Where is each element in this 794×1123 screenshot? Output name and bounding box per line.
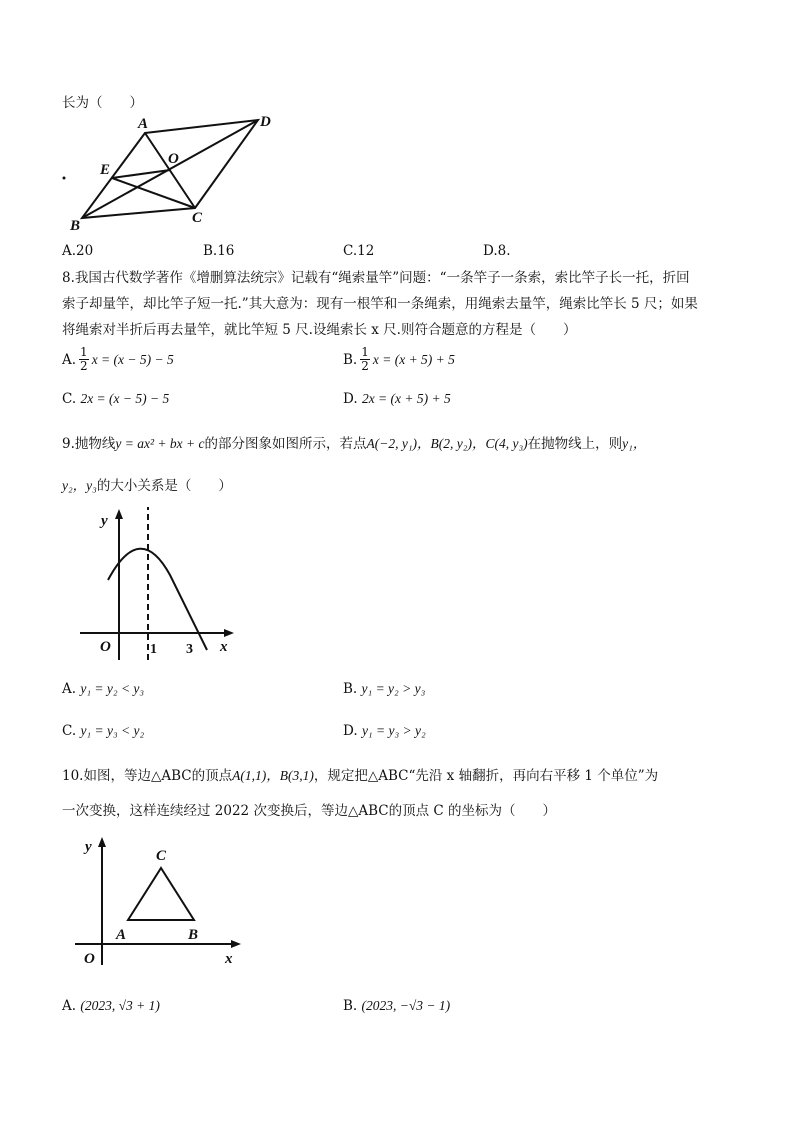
label-a: A [138,116,149,132]
fraction-half: 1 2 [361,345,369,373]
q9-option-d[interactable]: D. y₁ = y₃ > y₂ [343,723,426,739]
q8-option-a[interactable]: A. 1 2 x = (x − 5) − 5 [62,345,174,373]
origin-label: O [84,951,95,967]
y-axis-label: y [101,513,108,529]
label-c: C [192,210,203,226]
x-axis-label: x [225,951,233,967]
vertex-c-label: C [156,848,167,864]
label-o: O [168,151,179,167]
origin-label: O [100,639,111,655]
label-b: B [70,218,81,234]
q10-stem-line2: 一次变换，这样连续经过 2022 次变换后，等边△ABC的顶点 C 的坐标为（ ） [62,803,556,819]
vertex-b-label: B [188,927,199,943]
q9-parabola-figure [70,505,240,665]
x-axis-arrow [224,629,234,637]
q8-option-d[interactable]: D. 2x = (x + 5) + 5 [343,391,451,407]
q9-option-c[interactable]: C. y₁ = y₃ < y₂ [62,723,145,739]
x-axis-label: x [220,639,228,655]
fraction-half: 1 2 [80,345,88,373]
q10-option-a[interactable]: A. (2023, √3 + 1) [62,998,160,1014]
label-e: E [100,162,111,178]
q8-option-c[interactable]: C. 2x = (x − 5) − 5 [62,391,170,407]
q10-option-b[interactable]: B. (2023, −√3 − 1) [343,998,451,1014]
y-axis-label: y [85,839,92,855]
label-d: D [260,114,271,130]
tick-label-3: 3 [186,642,193,657]
q9-option-b[interactable]: B. y₁ = y₂ > y₃ [343,681,426,697]
x-axis-arrow [231,940,241,948]
q7-option-a[interactable]: A.20 [62,243,94,259]
q7-stem-tail: 长为（ ） [62,95,143,111]
stray-dot [63,177,66,180]
q9-option-a[interactable]: A. y₁ = y₂ < y₃ [62,681,145,697]
equilateral-triangle [128,868,194,920]
segment-ec [112,178,195,208]
y-axis-arrow [98,837,106,847]
y-axis-arrow [115,509,123,519]
q8-stem-line3: 将绳索对半折后再去量竿，就比竿短 5 尺.设绳索长 x 尺.则符合题意的方程是（ ） [62,322,577,338]
q10-triangle-figure [65,835,250,970]
q9-stem-line1: 9.抛物线y = ax² + bx + c的部分图象如图所示，若点A(−2, y₁)，B(2, y₂)，C(4, y₃)在抛物线上，则y₁， [62,436,647,452]
q7-option-d[interactable]: D.8. [483,243,511,259]
q10-stem-line1: 10.如图，等边△ABC的顶点A(1,1)，B(3,1)，规定把△ABC“先沿 x 轴翻折，再向右平移 1 个单位”为 [62,768,659,784]
q7-option-c[interactable]: C.12 [343,243,375,259]
parabola-curve [108,549,207,650]
q8-option-b[interactable]: B. 1 2 x = (x + 5) + 5 [343,345,455,373]
q7-parallelogram-figure [60,108,285,238]
q7-option-b[interactable]: B.16 [203,243,235,259]
q9-stem-line2: y₂，y₃的大小关系是（ ） [62,478,232,494]
q8-stem-line1: 8.我国古代数学著作《增删算法统宗》记载有“绳索量竿”问题：“一条竿子一条索，索比竿子长一托，折回 [62,270,690,286]
q8-stem-line2: 索子却量竿，却比竿子短一托.”其大意为：现有一根竿和一条绳索，用绳索去量竿，绳索比竿长 5 尺；如果 [62,296,698,312]
tick-label-1: 1 [150,642,157,657]
vertex-a-label: A [116,927,127,943]
